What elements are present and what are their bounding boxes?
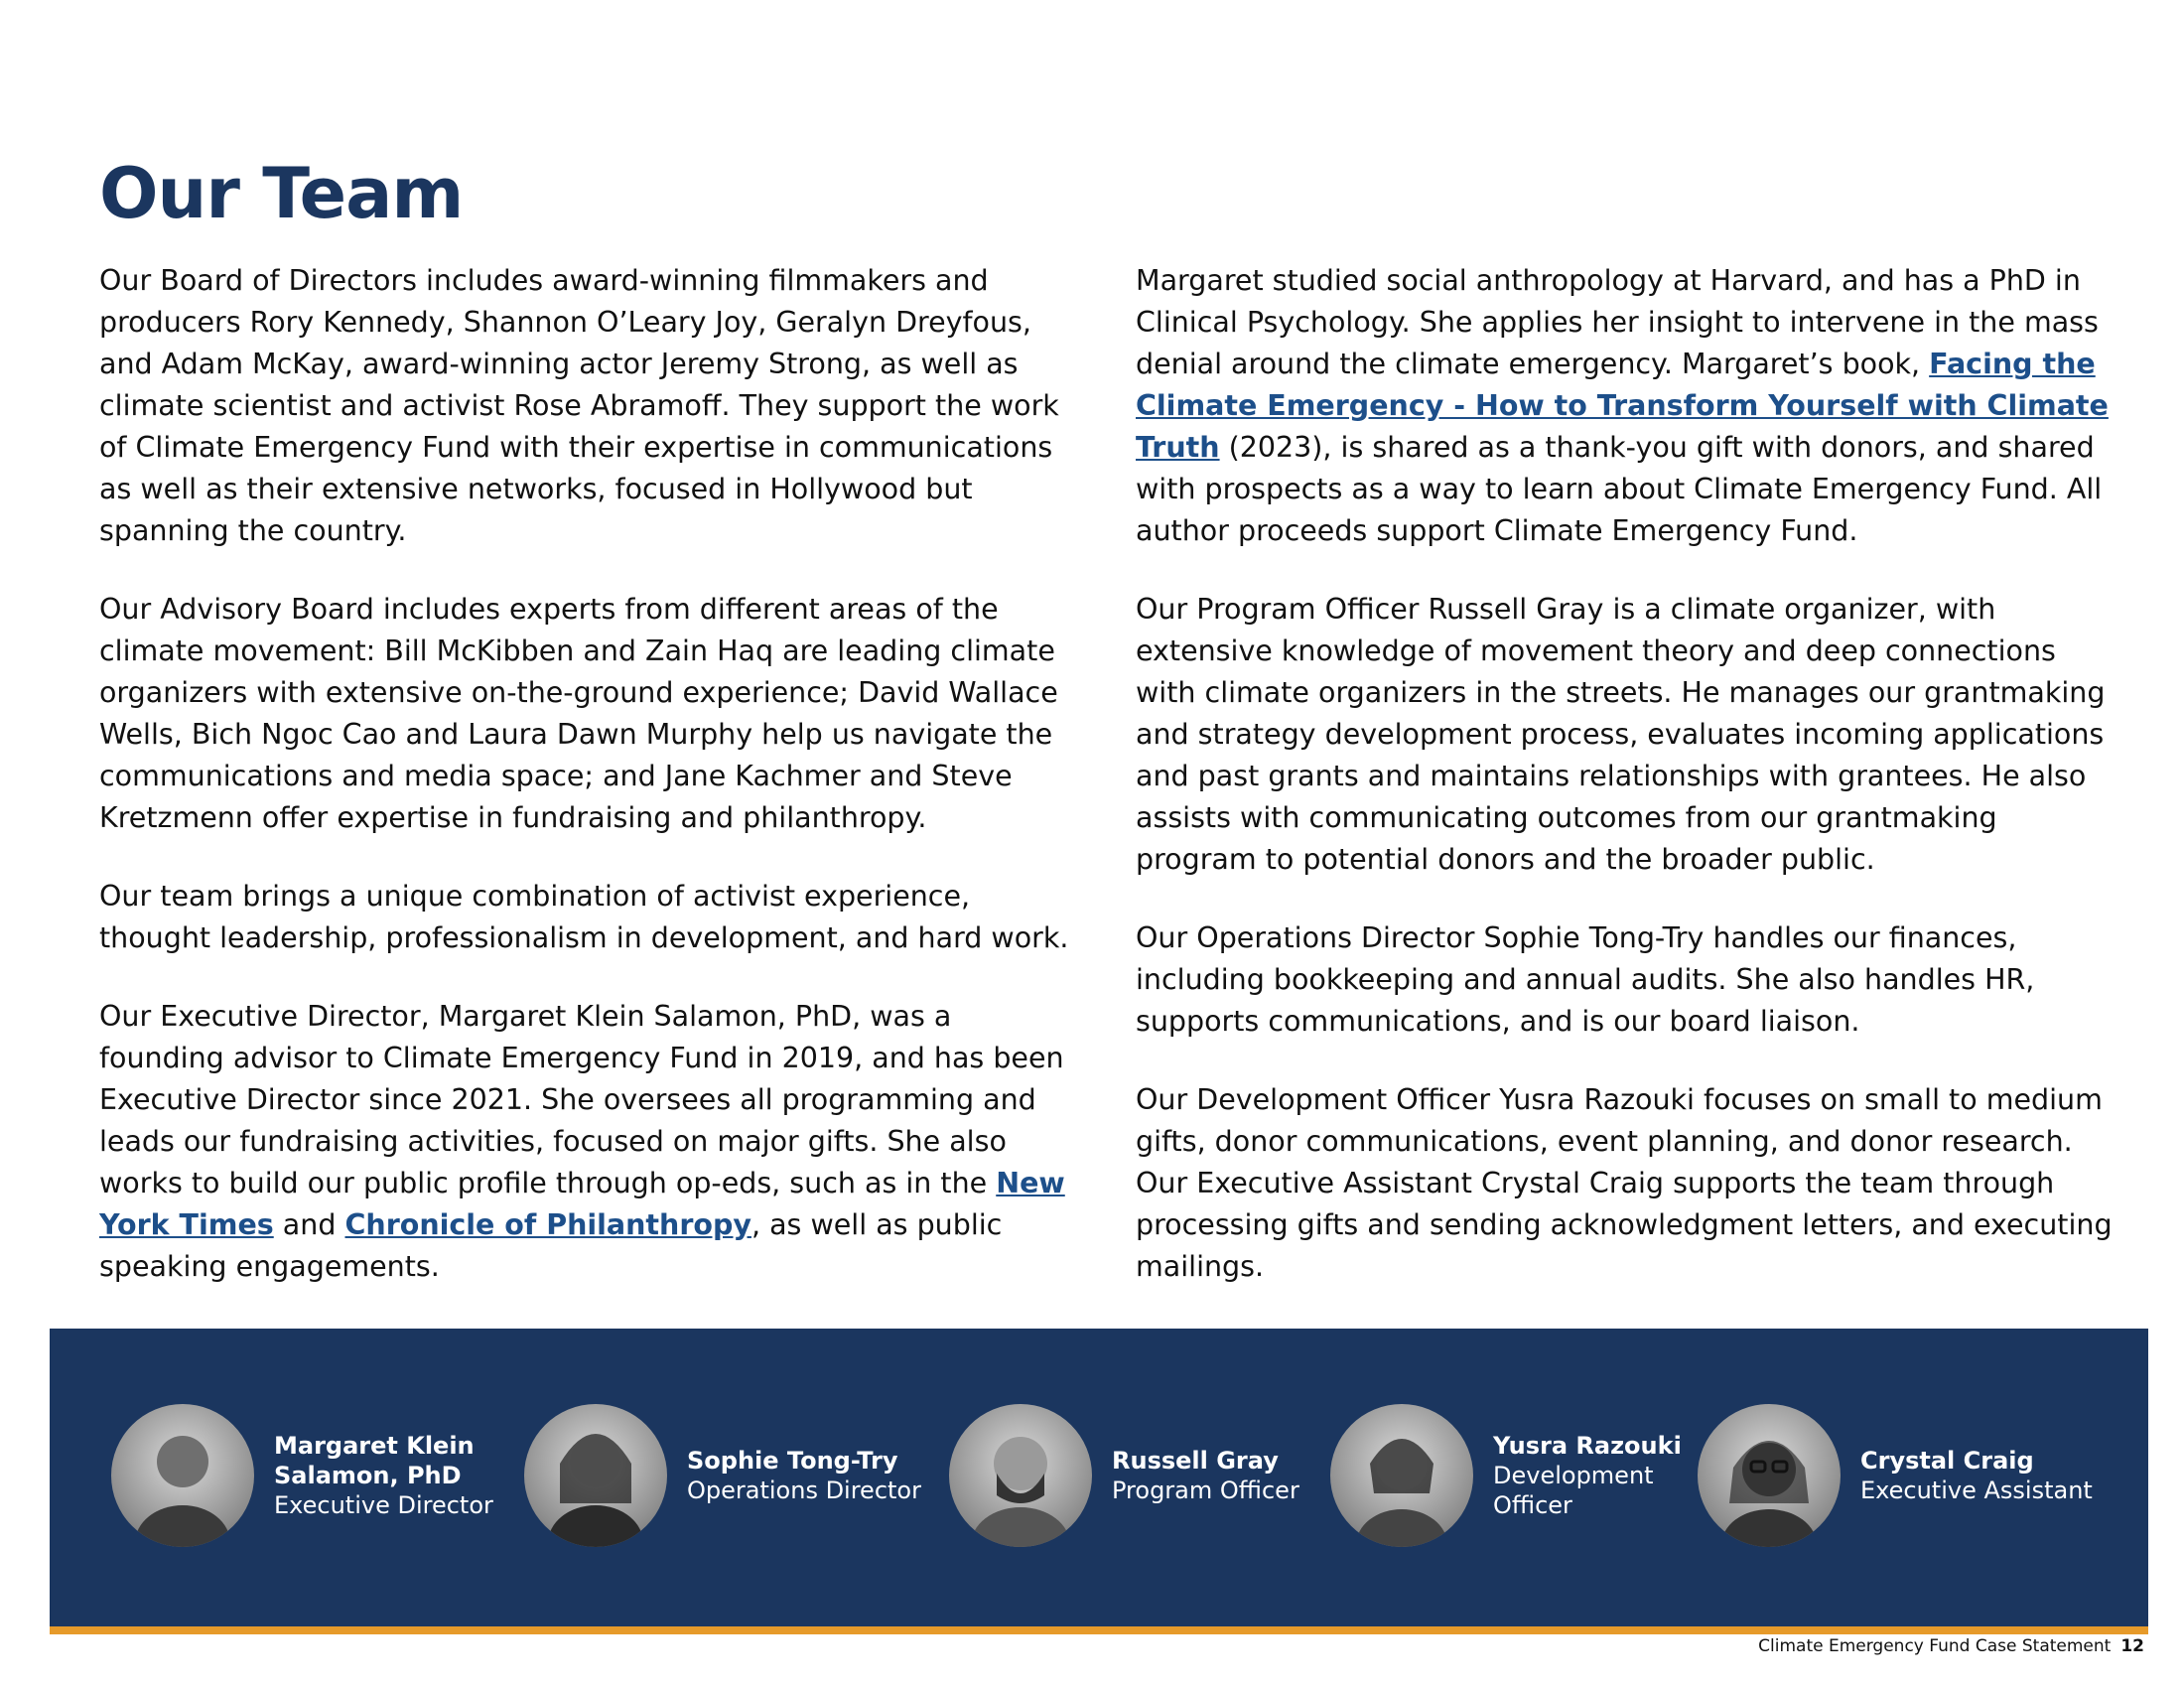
board-paragraph: Our Board of Directors includes award-winning filmmakers and producers Rory Kennedy, Shannon O’Leary Joy, Geralyn Dreyfous, and Adam McKay, award-winning actor Jeremy Strong, as well as climate scientist and activist Rose Abramoff. They support the work of Climate Emergency Fund with their expertise in communications as well as their extensive networks, focused in Hollywood but spanning the country. — [99, 264, 1059, 547]
team-paragraph: Our team brings a unique combination of activist experience, thought leadership, professionalism in development, and hard work. — [99, 880, 1069, 954]
right-column — [1136, 260, 2118, 1325]
page-footer — [1758, 1636, 2144, 1656]
member-role: Program Officer — [1112, 1477, 1299, 1504]
member-role: Executive Director — [274, 1491, 493, 1519]
development-paragraph: Our Development Officer Yusra Razouki focuses on small to medium gifts, donor communications, event planning, and donor research. Our Executive Assistant Crystal Craig supports the team through processing gifts and sending acknowledgment letters, and executing mailings. — [1136, 1083, 2113, 1283]
member-name: Sophie Tong-Try — [687, 1447, 898, 1475]
portrait-photo — [949, 1404, 1092, 1547]
page-title: Our Team — [99, 153, 464, 234]
member-name: Crystal Craig — [1860, 1447, 2034, 1475]
member-role: Development — [1493, 1462, 1654, 1489]
portrait-photo — [111, 1404, 254, 1547]
accent-stripe — [50, 1626, 2148, 1634]
left-column — [99, 260, 1082, 1325]
book-link[interactable]: Facing the Climate Emergency - How to Transform Yourself with Climate Truth — [1136, 348, 2109, 464]
member-role-cont: Officer — [1493, 1491, 1572, 1519]
advisory-paragraph: Our Advisory Board includes experts from different areas of the climate movement: Bill McKibben and Zain Haq are leading climate organizers with extensive on-the-ground experience; David Wallace Wells, Bich Ngoc Cao and Laura Dawn Murphy help us navigate the communications and media space; and Jane Kachmer and Steve Kretzmenn offer expertise in fundraising and philanthropy. — [99, 593, 1058, 834]
team-member-card — [1330, 1404, 1682, 1547]
book-paragraph: Margaret studied social anthropology at Harvard, and has a PhD in Clinical Psychology. She applies her insight to intervene in the mass denial around the climate emergency. Margaret’s book, Facing the Climate Emergency - How to Transform Yourself with Climate Truth (2023), is shared as a thank-you gift with donors, and shared with prospects as a way to learn about Climate Emergency Fund. All author proceeds support Climate Emergency Fund. — [1136, 264, 2109, 547]
portrait-photo — [1698, 1404, 1841, 1547]
member-role: Operations Director — [687, 1477, 921, 1504]
team-member-card — [111, 1404, 493, 1547]
operations-paragraph: Our Operations Director Sophie Tong-Try handles our finances, including bookkeeping and annual audits. She also handles HR, supports communications, and is our board liaison. — [1136, 921, 2035, 1038]
member-name-cont: Salamon, PhD — [274, 1462, 462, 1489]
member-name: Yusra Razouki — [1493, 1432, 1682, 1460]
team-member-card — [1698, 1404, 2093, 1547]
member-role: Executive Assistant — [1860, 1477, 2093, 1504]
portrait-photo — [524, 1404, 667, 1547]
chronicle-link[interactable]: Chronicle of Philanthropy — [344, 1208, 751, 1241]
nyt-link[interactable]: New York Times — [99, 1167, 1065, 1241]
team-member-card — [524, 1404, 921, 1547]
page-number: 12 — [2120, 1636, 2144, 1656]
footer-doc-title: Climate Emergency Fund Case Statement — [1758, 1636, 2112, 1656]
team-member-card — [949, 1404, 1299, 1547]
member-name: Russell Gray — [1112, 1447, 1279, 1475]
portrait-photo — [1330, 1404, 1473, 1547]
member-name: Margaret Klein — [274, 1432, 475, 1460]
program-officer-paragraph: Our Program Officer Russell Gray is a climate organizer, with extensive knowledge of movement theory and deep connections with climate organizers in the streets. He manages our grantmaking and strategy development process, evaluates incoming applications and past grants and maintains relationships with grantees. He also assists with communicating outcomes from our grantmaking program to potential donors and the broader public. — [1136, 593, 2106, 876]
executive-director-paragraph: Our Executive Director, Margaret Klein Salamon, PhD, was a founding advisor to Climate Emergency Fund in 2019, and has been Executive Director since 2021. She oversees all programming and leads our fundraising activities, focused on major gifts. She also works to build our public profile through op-eds, such as in the New York Times and Chronicle of Philanthropy, as well as public speaking engagements. — [99, 1000, 1065, 1283]
